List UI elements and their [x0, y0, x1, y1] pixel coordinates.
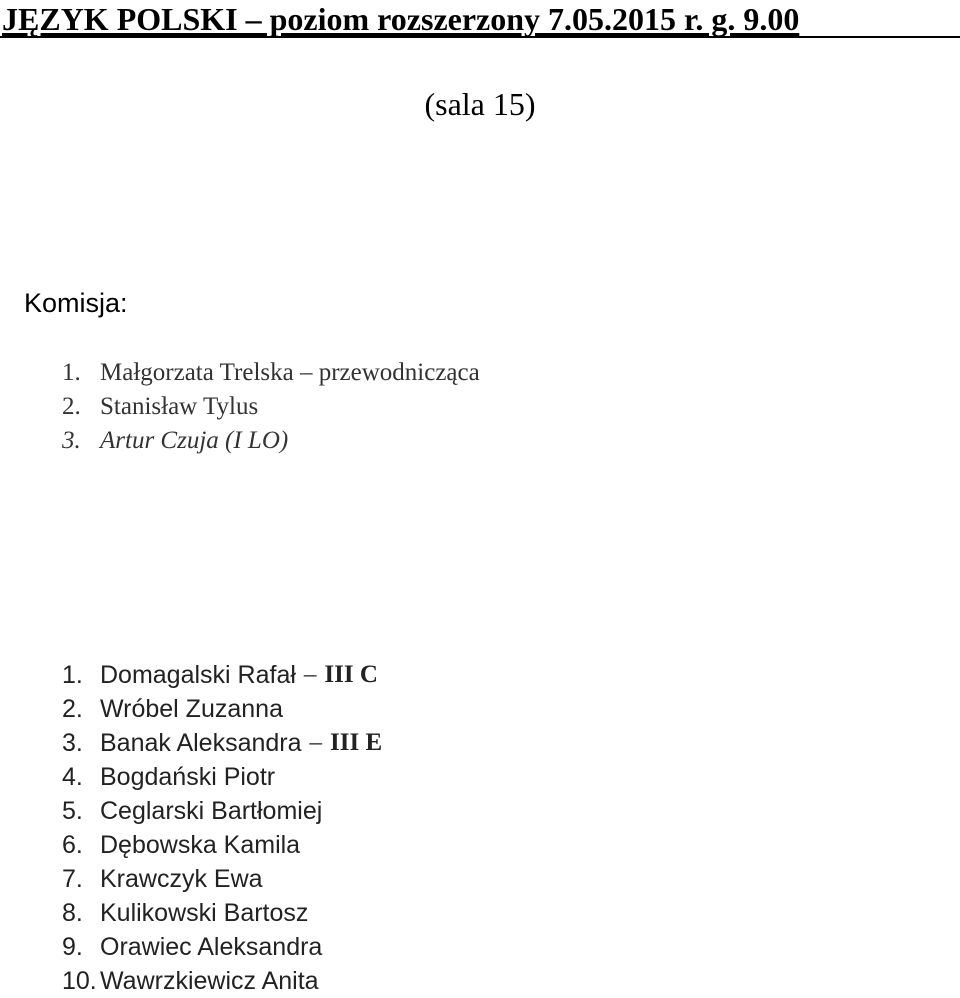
student-number: 5.	[62, 797, 83, 825]
committee-member-name: Artur Czuja (I LO)	[100, 427, 289, 454]
student-number: 10.	[62, 967, 97, 995]
student-number: 3.	[62, 729, 83, 757]
student-number: 2.	[62, 695, 83, 723]
student-name: Orawiec Aleksandra	[100, 933, 323, 961]
committee-member-name: Małgorzata Trelska – przewodnicząca	[100, 359, 480, 386]
student-number: 6.	[62, 831, 83, 859]
student-dash: –	[309, 729, 323, 756]
student-name: Wawrzkiewicz Anita	[100, 967, 319, 995]
student-item	[62, 828, 382, 862]
student-number: 1.	[62, 661, 83, 689]
student-item	[62, 930, 382, 964]
student-list	[62, 658, 382, 998]
student-name: Domagalski Rafał	[100, 661, 296, 689]
committee-member-number: 2.	[62, 393, 81, 420]
student-class: III E	[330, 729, 383, 756]
student-name: Ceglarski Bartłomiej	[100, 797, 323, 825]
committee-member	[62, 356, 480, 390]
student-item	[62, 862, 382, 896]
student-name: Wróbel Zuzanna	[100, 695, 283, 723]
committee-member-number: 3.	[62, 427, 81, 454]
student-item	[62, 658, 382, 692]
student-name: Banak Aleksandra	[100, 729, 302, 757]
student-name: Krawczyk Ewa	[100, 865, 263, 893]
student-number: 7.	[62, 865, 83, 893]
student-class: III C	[324, 661, 378, 688]
committee-member-name: Stanisław Tylus	[100, 393, 259, 420]
student-item	[62, 760, 382, 794]
student-item	[62, 896, 382, 930]
student-item	[62, 964, 382, 998]
student-item	[62, 794, 382, 828]
student-item	[62, 692, 382, 726]
student-name: Dębowska Kamila	[100, 831, 301, 859]
committee-heading: Komisja:	[24, 288, 128, 318]
student-dash: –	[303, 661, 317, 688]
committee-member	[62, 424, 480, 458]
student-number: 8.	[62, 899, 83, 927]
page-title	[0, 0, 960, 38]
student-number: 4.	[62, 763, 83, 791]
room-label: (sala 15)	[424, 86, 536, 122]
committee-list	[62, 356, 480, 458]
committee-member-number: 1.	[62, 359, 81, 386]
student-number: 9.	[62, 933, 83, 961]
page-title-text: JĘZYK POLSKI – poziom rozszerzony 7.05.2015 r. g. 9.00	[2, 1, 800, 37]
student-name: Kulikowski Bartosz	[100, 899, 309, 927]
committee-member	[62, 390, 480, 424]
student-name: Bogdański Piotr	[100, 763, 276, 791]
student-item	[62, 726, 382, 760]
